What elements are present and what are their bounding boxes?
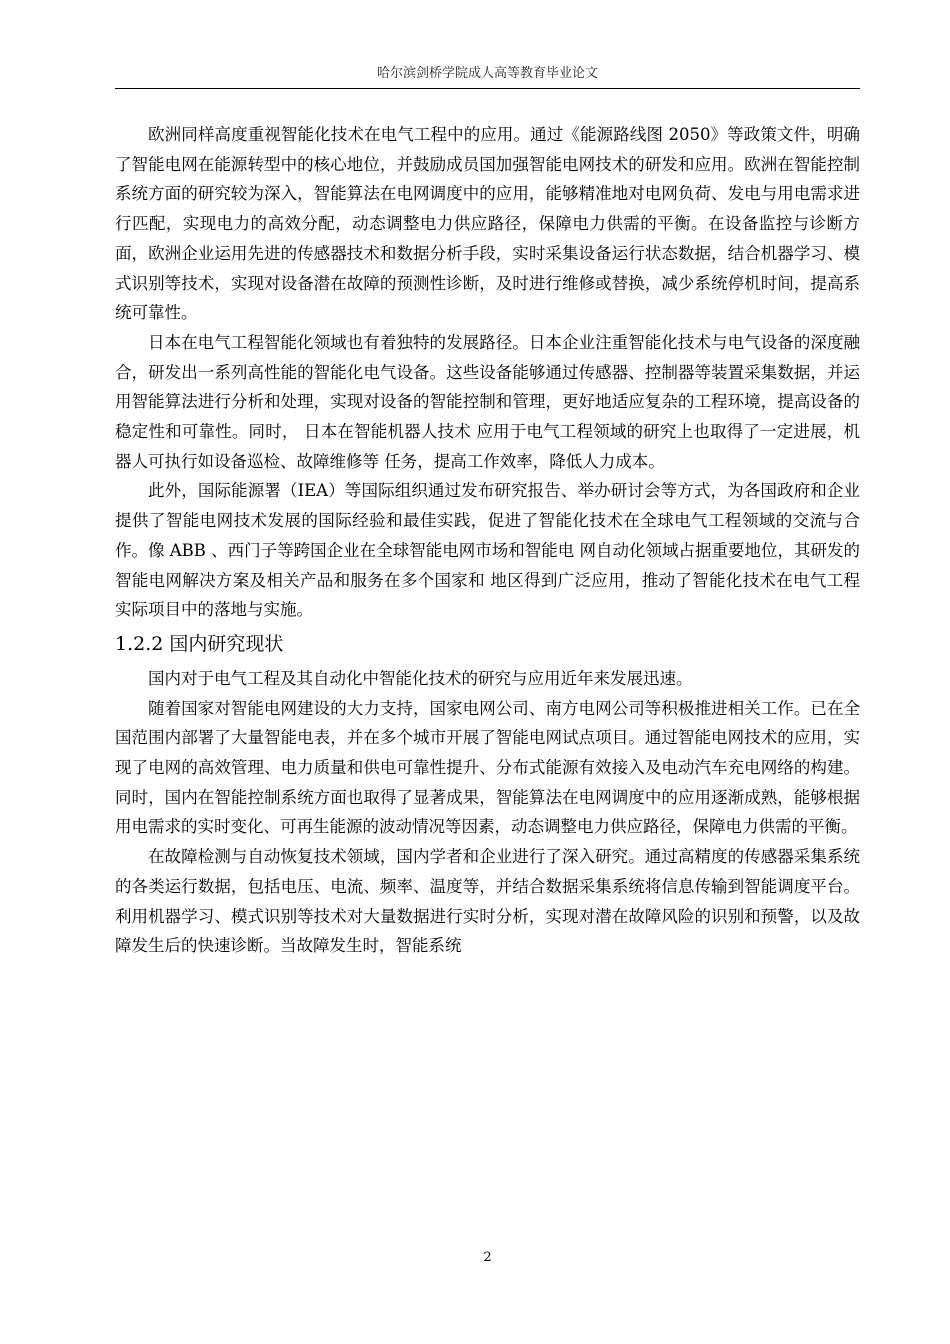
paragraph-domestic-intro: 国内对于电气工程及其自动化中智能化技术的研究与应用近年来发展迅速。 [148, 668, 693, 688]
paragraph-smart-grid: 随着国家对智能电网建设的大力支持，国家电网公司、南方电网公司等积极推进相关工作。已在全国范围内部署了大量智能电表，并在多个城市开展了智能电网试点项目。通过智能电网技术的应用，实现了电网的高效管理、电力质量和供电可靠性提升、分布式能源有效接入及电动汽车充电网络的构建。同时，国内在智能控制系统方面也取得了显著成果，智能算法在电网调度中的应用逐渐成熟，能够根据用电需求的实时变化、可再生能源的波动情况等因素，动态调整电力供应路径，保障电力供需的平衡。 [115, 698, 860, 837]
body-text [115, 120, 860, 961]
page-number: 2 [483, 1250, 492, 1265]
paragraph-europe: 欧洲同样高度重视智能化技术在电气工程中的应用。通过《能源路线图 2050》等政策文件，明确了智能电网在能源转型中的核心地位，并鼓励成员国加强智能电网技术的研发和应用。欧洲在智能控制系统方面的研究较为深入，智能算法在电网调度中的应用，能够精准地对电网负荷、发电与用电需求进行匹配，实现电力的高效分配，动态调整电力供应路径，保障电力供需的平衡。在设备监控与诊断方面，欧洲企业运用先进的传感器技术和数据分析手段，实时采集设备运行状态数据，结合机器学习、模式识别等技术，实现对设备潜在故障的预测性诊断，及时进行维修或替换，减少系统停机时间，提高系统可靠性。 [115, 125, 860, 323]
paragraph-fault-detection: 在故障检测与自动恢复技术领域，国内学者和企业进行了深入研究。通过高精度的传感器采集系统的各类运行数据，包括电压、电流、频率、温度等，并结合数据采集系统将信息传输到智能调度平台。利用机器学习、模式识别等技术对大量数据进行实时分析，实现对潜在故障风险的识别和预警，以及故障发生后的快速诊断。当故障发生时，智能系统 [115, 847, 860, 956]
paragraph-international: 此外，国际能源署（IEA）等国际组织通过发布研究报告、举办研讨会等方式，为各国政府和企业提供了智能电网技术发展的国际经验和最佳实践，促进了智能化技术在全球电气工程领域的交流与合作。像 ABB 、西门子等跨国企业在全球智能电网市场和智能电 网自动化领域占据重要地位，其研发的智能电网解决方案及相关产品和服务在多个国家和 地区得到广泛应用，推动了智能化技术在电气工程实际项目中的落地与实施。 [115, 481, 860, 620]
header-divider [115, 88, 860, 89]
paragraph-japan: 日本在电气工程智能化领域也有着独特的发展路径。日本企业注重智能化技术与电气设备的深度融合，研发出一系列高性能的智能化电气设备。这些设备能够通过传感器、控制器等装置采集数据，并运用智能算法进行分析和处理，实现对设备的智能控制和管理，更好地适应复杂的工程环境，提高设备的稳定性和可靠性。同时， 日本在智能机器人技术 应用于电气工程领域的研究上也取得了一定进展，机器人可执行如设备巡检、故障维修等 任务，提高工作效率，降低人力成本。 [115, 332, 860, 471]
running-header: 哈尔滨剑桥学院成人高等教育毕业论文 [376, 66, 598, 81]
section-heading: 1.2.2 国内研究现状 [115, 632, 284, 655]
